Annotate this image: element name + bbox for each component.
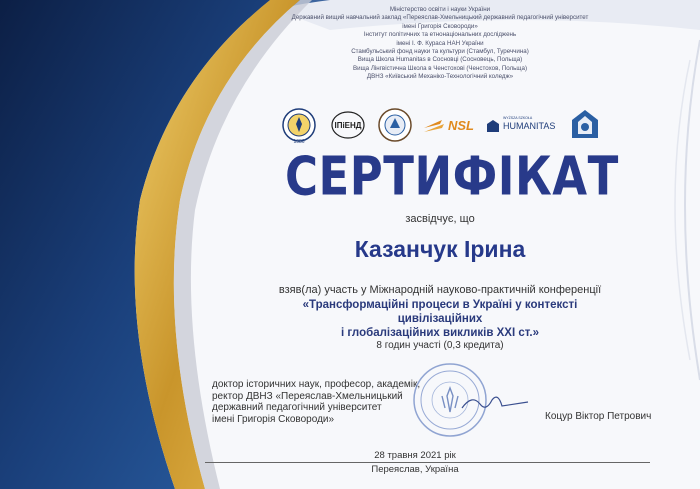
signer-title-line: імені Григорія Сковороди» [212, 413, 335, 425]
humanitas-logo [487, 114, 557, 136]
conference-title-line: «Трансформаційні процеси в Україні у контексті цивілізаційних [302, 299, 578, 325]
foundation-logo [378, 108, 412, 142]
signature [458, 388, 538, 418]
organizer-line: імені Григорія Сковороди» [402, 22, 478, 30]
seal-year: 1986 [293, 139, 305, 145]
nsl-logo-text: NSL [448, 117, 474, 133]
issue-date: 28 травня 2021 рік [374, 450, 456, 461]
signer-title-line: державний педагогічний університет [212, 402, 382, 413]
organizer-line: ДВНЗ «Київський Механіко-Технологічний коледж» [366, 73, 514, 81]
conference-title-line: і глобалізаційних викликів XXI ст.» [341, 327, 539, 339]
issue-place: Переяслав, Україна [371, 464, 459, 475]
partner-logos [282, 108, 602, 145]
signer-title [212, 379, 432, 425]
organizer-line: Вища Лінгвістична Школа в Ченстохові (Ченстохов, Польща) [352, 64, 528, 72]
participation-text: взяв(ла) участь у Міжнародній науково-практичній конференції [278, 284, 602, 296]
recipient-name: Казанчук Ірина [354, 236, 526, 262]
divider-line [205, 462, 650, 463]
signer-title-line: ректор ДВНЗ «Переяслав-Хмельницький [212, 390, 403, 402]
humanitas-logo-text: HUMANITAS [503, 121, 556, 131]
ipiend-logo [330, 110, 366, 140]
nsl-logo [422, 114, 480, 136]
hours-text: 8 годин участі (0,3 кредита) [376, 340, 504, 351]
certifies-text: засвідчує, що [405, 213, 475, 225]
conference-title [265, 298, 615, 340]
organizer-line: Стамбульський фонд науки та культури (Стамбул, Туреччина) [351, 48, 529, 56]
signer-title-line: доктор історичних наук, професор, академік, [212, 379, 421, 390]
ipiend-logo-text: ІПіЕНД [334, 120, 362, 130]
organizer-line: Вища Школа Humanitas в Сосновці (Сосновець, Польща) [357, 56, 523, 64]
organizer-line: імені І. Ф. Кураса НАН України [396, 39, 484, 47]
organizer-list [255, 6, 625, 82]
organizer-line: Міністерство освіти і науки України [389, 6, 491, 13]
college-logo [568, 108, 602, 142]
organizer-line: Державний вищий навчальний заклад «Переяслав-Хмельницький державний педагогічний університет [291, 14, 589, 22]
certificate-title: СЕРТИФІКАТ [285, 145, 619, 208]
organizer-line: Інститут політичних та етнонаціональних досліджень [363, 31, 517, 39]
humanitas-small-text: WYŻSZA SZKOŁA [503, 116, 533, 120]
university-seal-logo [282, 108, 316, 145]
signer-name: Коцур Віктор Петрович [545, 411, 652, 422]
